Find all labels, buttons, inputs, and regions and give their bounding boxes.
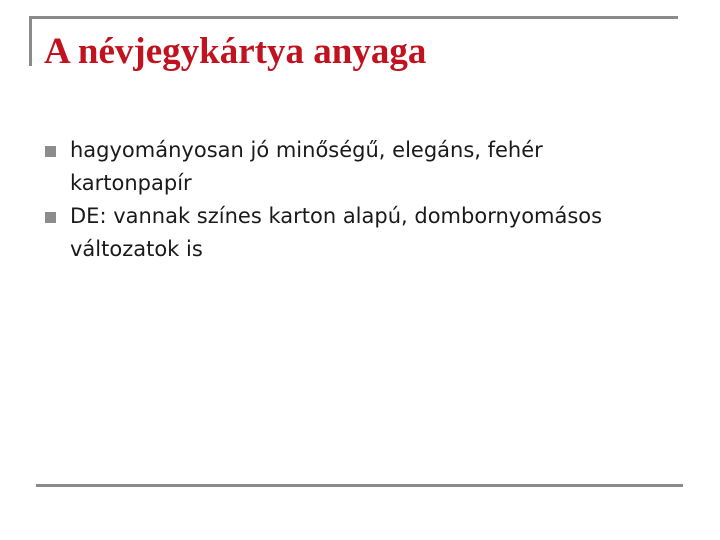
frame-top-line — [29, 16, 678, 19]
bullet-text: hagyományosan jó minőségű, elegáns, fehér kartonpapír — [70, 138, 543, 195]
bullet-item — [44, 200, 644, 266]
bullet-item — [44, 134, 644, 200]
frame-bottom-line — [36, 484, 683, 487]
square-bullet-icon — [45, 146, 56, 157]
square-bullet-icon — [45, 212, 56, 223]
bullet-text: DE: vannak színes karton alapú, dombornyomásos változatok is — [70, 204, 603, 261]
slide-title: A névjegykártya anyaga — [44, 31, 427, 72]
frame-left-line — [29, 16, 32, 66]
bullet-list — [44, 134, 644, 266]
